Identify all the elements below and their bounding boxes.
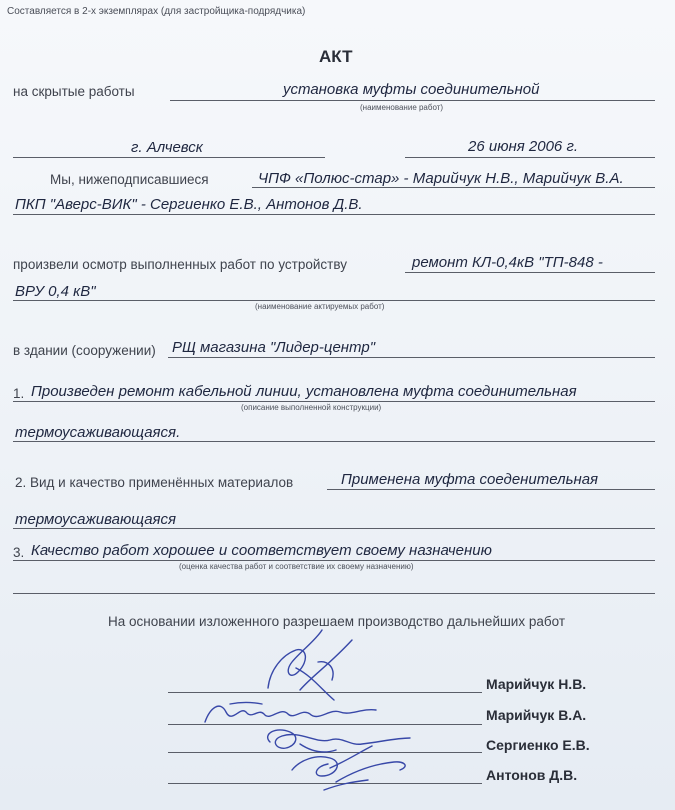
city-value: г. Алчевск bbox=[131, 139, 203, 156]
signature-1 bbox=[268, 630, 352, 700]
item1-line-2: термоусаживающаяся. bbox=[15, 424, 181, 441]
subject-caption: (наименование работ) bbox=[360, 103, 444, 112]
participants-underline-2 bbox=[13, 214, 655, 215]
item1-line-1: Произведен ремонт кабельной линии, установлена муфта соединительная bbox=[31, 383, 577, 400]
date-underline bbox=[405, 157, 655, 158]
item1-underline-1 bbox=[13, 401, 655, 402]
participants-label: Мы, нижеподписавшиеся bbox=[50, 172, 209, 187]
signature-line-3 bbox=[168, 752, 482, 753]
subject-underline bbox=[170, 100, 655, 101]
inspection-underline-2 bbox=[13, 300, 655, 301]
participants-underline-1 bbox=[252, 187, 655, 188]
inspection-underline-1 bbox=[405, 272, 655, 273]
signature-line-4 bbox=[168, 783, 482, 784]
building-value: РЩ магазина "Лидер-центр" bbox=[172, 339, 376, 356]
date-value: 26 июня 2006 г. bbox=[468, 138, 579, 155]
signatory-name-1: Марийчук Н.В. bbox=[486, 676, 587, 692]
item3-line-1: Качество работ хорошее и соответствует своему назначению bbox=[31, 542, 492, 559]
signatory-name-3: Сергиенко Е.В. bbox=[486, 737, 590, 753]
signatory-name-4: Антонов Д.В. bbox=[486, 767, 578, 783]
item3-underline-1 bbox=[13, 560, 655, 561]
participants-line-2: ПКП "Аверс-ВИК" - Сергиенко Е.В., Антонов Д.В. bbox=[15, 196, 363, 213]
signature-3 bbox=[268, 730, 410, 752]
inspection-caption: (наименование актируемых работ) bbox=[255, 302, 385, 311]
inspection-label: произвели осмотр выполненных работ по устройству bbox=[13, 257, 347, 272]
item2-label: 2. Вид и качество применённых материалов bbox=[15, 475, 294, 490]
item2-line-1: Применена муфта соеденительная bbox=[341, 471, 599, 488]
subject-value: установка муфты соединительной bbox=[283, 81, 540, 98]
item2-underline-1 bbox=[327, 489, 655, 490]
signature-line-1 bbox=[168, 692, 482, 693]
city-underline bbox=[13, 157, 325, 158]
item3-caption: (оценка качества работ и соответствие их своему назначению) bbox=[179, 562, 414, 571]
building-label: в здании (сооружении) bbox=[13, 343, 156, 358]
item2-line-2: термоусаживающаяся bbox=[15, 511, 177, 528]
signature-line-2 bbox=[168, 724, 482, 725]
participants-line-1: ЧПФ «Полюс-стар» - Марийчук Н.В., Марийчук В.А. bbox=[258, 170, 624, 187]
subject-label: на скрытые работы bbox=[13, 84, 135, 99]
signature-2 bbox=[205, 703, 376, 723]
item2-underline-2 bbox=[13, 528, 655, 529]
signatory-name-2: Марийчук В.А. bbox=[486, 707, 587, 723]
building-underline bbox=[168, 357, 655, 358]
item3-underline-2 bbox=[13, 593, 655, 594]
item1-underline-2 bbox=[13, 441, 655, 442]
inspection-value-1: ремонт КЛ-0,4кВ "ТП-848 - bbox=[412, 254, 603, 271]
document-title: АКТ bbox=[319, 47, 353, 66]
item1-number: 1. bbox=[13, 386, 25, 401]
item1-caption: (описание выполненной конструкции) bbox=[241, 403, 382, 412]
inspection-value-2: ВРУ 0,4 кВ" bbox=[15, 283, 96, 300]
copies-note: Составляется в 2-х экземплярах (для застройщика-подрядчика) bbox=[7, 6, 306, 17]
item3-number: 3. bbox=[13, 545, 25, 560]
conclusion-text: На основании изложенного разрешаем производство дальнейших работ bbox=[108, 614, 565, 629]
